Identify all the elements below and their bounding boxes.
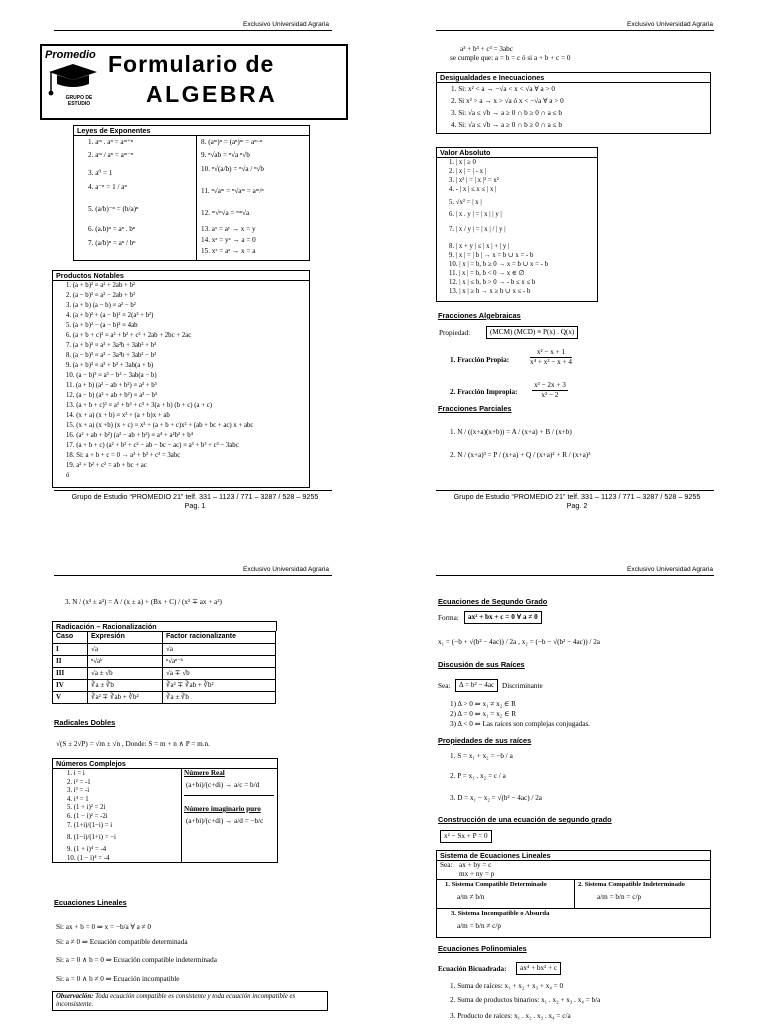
caso-cell: V <box>53 692 88 704</box>
polinomial-item: 3. Producto de raíces: x₁ . x₂ . x₃ . x₄ = c/a <box>450 1012 571 1020</box>
exponente-item: 11. ⁿ√aᵐ = ⁿ√aᵐ = aᵐ/ⁿ <box>201 187 264 195</box>
parcial-eq3: 3. N / (x³ ± a³) = A / (x ± a) + (Bx + C) / (x² ∓ ax + a²) <box>65 598 222 606</box>
exponente-item: 9. ⁿ√ab = ⁿ√a ⁿ√b <box>201 151 250 159</box>
exponente-item: 5. (a/b)⁻ⁿ = (b/a)ⁿ <box>88 205 139 213</box>
valor-item: 13. | x | ≥ b → x ≥ b ∪ x ≤ - b <box>449 288 531 295</box>
complejo-item: 6. (1 − i)² = -2i <box>67 813 108 820</box>
producto-item: 12. (a − b) (a² + ab + b²) ≡ a³ − b³ <box>66 392 157 399</box>
exponentes-right-list <box>201 138 264 258</box>
valor-item: 11. | x | = b, b < 0 → x ∈ ∅ <box>449 270 525 277</box>
exponente-item: 6. (a.b)ⁿ = aⁿ . bⁿ <box>88 225 136 233</box>
incompatible-title: 3. Sistema Incompatible o Absurda <box>451 910 550 917</box>
numero-real-title: Número Real <box>184 769 225 777</box>
propiedad-label: Propiedad: <box>439 329 471 337</box>
exponente-item: 3. a⁰ = 1 <box>88 169 113 177</box>
complejo-item: 3. i³ = -i <box>67 787 90 794</box>
fracciones-parciales-title: Fracciones Parciales <box>438 404 512 413</box>
logo-title-line2: ALGEBRA <box>146 81 278 107</box>
ecuaciones-lineales-title: Ecuaciones Lineales <box>54 898 127 907</box>
desigualdades-list <box>451 85 564 133</box>
producto-item: 16. (a² + ab + b²) (a² − ab + b²) ≡ a⁴ + a²b² + b⁴ <box>66 432 194 439</box>
producto-item: 9. (a + b)³ ≡ a³ + b³ + 3ab(a + b) <box>66 362 154 369</box>
valor-item: 2. | x | = | - x | <box>449 168 487 175</box>
exponente-item: 12. ᵐ√ⁿ√a = ᵐⁿ√a <box>201 209 250 217</box>
polinomiales-title: Ecuaciones Polinomiales <box>438 944 527 953</box>
logo-banner <box>40 44 348 120</box>
valor-item: 9. | x | = | b | → x = b ∪ x = - b <box>449 252 534 259</box>
page2-footer-rule <box>436 490 714 491</box>
construccion-title: Construcción de una ecuación de segundo grado <box>438 815 612 824</box>
forma-label: Forma: <box>438 614 459 622</box>
lineal-item: Si: ax + b = 0 ⇒ x = −b/a ∀ a ≠ 0 <box>56 923 151 931</box>
segundo-grado-title: Ecuaciones de Segundo Grado <box>438 597 548 606</box>
producto-item: 14. (x + a) (x + b) ≡ x² + (a + b)x + ab <box>66 412 170 419</box>
sistema-vdivider <box>574 880 575 908</box>
col-expresion: Expresión <box>88 632 163 644</box>
factor-cell: ∛a ± ∛b <box>163 692 276 704</box>
construccion-formula: x² − Sx + P = 0 <box>440 830 492 843</box>
table-row <box>53 656 276 668</box>
discriminante-formula: Δ = b² − 4ac <box>455 679 498 692</box>
caso-cell: I <box>53 644 88 656</box>
producto-item: 1. (a + b)² ≡ a² + 2ab + b² <box>66 282 136 289</box>
propiedad-formula: (MCM) (MCD) ≡ P(x) . Q(x) <box>486 326 578 339</box>
producto-item: 2. (a − b)² ≡ a² − 2ab + b² <box>66 292 136 299</box>
producto-item: 10. (a − b)³ ≡ a³ − b³ − 3ab(a − b) <box>66 372 157 379</box>
exponente-item: 7. (a/b)ⁿ = aⁿ / bⁿ <box>88 239 136 247</box>
discusion-title: Discusión de sus Raíces <box>438 660 525 669</box>
complejo-item: 7. (1+i)/(1−i) = i <box>67 822 113 829</box>
bicuadrada-label: Ecuación Bicuadrada: <box>438 965 507 973</box>
page1-footer-rule <box>54 490 332 491</box>
producto-item: ó <box>66 472 70 479</box>
fraccion-propia-num: x² − x + 1 <box>530 348 572 358</box>
propiedad-item: 3. D = x₁ − x₂ = √(b² − 4ac) / 2a <box>450 794 542 802</box>
producto-item: 18. Si: a + b + c = 0 → a³ + b³ + c³ = 3abc <box>66 452 181 459</box>
propiedades-title: Propiedades de sus raíces <box>438 736 532 745</box>
exponentes-divider <box>196 135 197 260</box>
logo-title-line1: Formulario de <box>108 51 275 77</box>
footer-group: Grupo de Estudio “PROMEDIO 21” telf. 331 – 1123 / 771 – 3287 / 528 – 9255 <box>71 492 319 501</box>
producto-item: 15. (x + a) (x +b) (x + c) ≡ x³ + (a + b + c)x² + (ab + bc + ac) x + abc <box>66 422 254 429</box>
table-header-row <box>53 632 276 644</box>
sistema-title: Sistema de Ecuaciones Lineales <box>437 851 710 861</box>
page4-header-rule <box>436 575 714 576</box>
fraccion-impropia-label: 2. Fracción Impropia: <box>450 388 518 396</box>
complejos-title: Números Complejos <box>53 759 277 769</box>
radicacion-title: Radicación – Racionalización <box>52 621 277 631</box>
sistema-eq1: ax + by = c <box>459 861 492 869</box>
table-row <box>53 680 276 692</box>
complejos-list <box>67 770 116 864</box>
factor-cell: √a ∓ √b <box>163 668 276 680</box>
propiedad-item: 1. S = x₁ + x₂ = −b / a <box>450 752 513 760</box>
col-caso: Caso <box>53 632 88 644</box>
fraccion-impropia-fraction <box>532 381 568 400</box>
factor-cell: ⁿ√aⁿ⁻ᵏ <box>163 656 276 668</box>
sistema-hdivider <box>437 908 710 909</box>
fracciones-algebraicas-title: Fracciones Algebraicas <box>438 311 521 320</box>
promedio-logo <box>45 49 103 115</box>
lineal-item: Si: a = 0 ∧ b = 0 ⇒ Ecuación compatible indeterminada <box>56 956 217 964</box>
logo-brand: Promedio <box>45 49 96 61</box>
exponente-item: 14. xᵃ = yᵃ → a = 0 <box>201 236 256 244</box>
sistema-sea: Sea: <box>440 861 453 869</box>
desigualdades-title: Desigualdades e Inecuaciones <box>437 73 710 83</box>
complejo-item: 1. i = i <box>67 770 85 777</box>
page1-header-rule <box>54 30 332 31</box>
sistema-eq2: mx + ny = p <box>459 870 495 878</box>
valor-item: 8. | x + y | ≤ | x | + | y | <box>449 243 510 250</box>
graduation-cap-icon <box>45 62 101 96</box>
valor-item: 1. | x | ≥ 0 <box>449 159 476 166</box>
producto-item: 11. (a + b) (a² − ab + b²) ≡ a³ + b³ <box>66 382 157 389</box>
discusion-item: 1) Δ > 0 ⇒ x₁ ≠ x₂ ∈ R <box>450 700 516 708</box>
sistema-box <box>436 850 711 938</box>
producto-item: 8. (a − b)³ ≡ a³ − 3a²b + 3ab² − b³ <box>66 352 157 359</box>
valor-item: 3. | x² | = | x |² = x² <box>449 177 499 184</box>
valor-item: 7. | x / y | = | x | / | y | <box>449 226 506 233</box>
desigualdad-item: 1. Si: x² < a → −√a < x < √a ∀ a > 0 <box>451 85 555 93</box>
polinomial-item: 1. Suma de raíces: x₁ + x₂ + x₃ + x₄ = 0 <box>450 982 564 990</box>
col-factor: Factor racionalizante <box>163 632 276 644</box>
complejo-item: 9. (1 + i)⁴ = -4 <box>67 846 107 853</box>
complejo-item: 4. i⁴ = 1 <box>67 795 89 803</box>
discusion-item: 2) Δ = 0 ⇒ x₁ = x₂ ∈ R <box>450 710 517 718</box>
identity-condition: se cumple que: a = b = c ó si a + b + c = 0 <box>450 54 571 62</box>
page4-header: Exclusivo Universidad Agraria <box>627 566 713 573</box>
valor-item: 12. | x | ≤ b, b > 0 → - b ≤ x ≤ b <box>449 279 536 286</box>
caso-cell: IV <box>53 680 88 692</box>
producto-item: 5. (a + b)² − (a − b)² ≡ 4ab <box>66 322 138 329</box>
numero-imaginario-cell <box>184 805 274 826</box>
exponente-item: 4. a⁻ⁿ = 1 / aⁿ <box>88 183 127 191</box>
expresion-cell: ∛a ± ∛b <box>88 680 163 692</box>
parcial-eq2: 2. N / (x+a)³ = P / (x+a) + Q / (x+a)² + R / (x+a)³ <box>450 451 591 459</box>
identity-text: a³ + b³ + c³ = 3abc <box>460 45 513 53</box>
lineal-item: Si: a = 0 ∧ b ≠ 0 ⇒ Ecuación incompatible <box>56 975 180 983</box>
valor-absoluto-list <box>449 159 548 297</box>
desigualdad-item: 4. Si: √a ≤ √b → a ≥ 0 ∩ b ≥ 0 ∩ a ≤ b <box>451 121 562 129</box>
fraccion-impropia-num: x³ − 2x + 3 <box>534 381 566 389</box>
caso-cell: III <box>53 668 88 680</box>
numero-imaginario-formula: (a+bi)/(c+di) → a/d = −b/c <box>186 817 264 825</box>
radicacion-table <box>52 631 276 704</box>
page2-header: Exclusivo Universidad Agraria <box>627 21 713 28</box>
logo-group: GRUPO DE ESTUDIO <box>65 95 93 107</box>
numero-imaginario-title: Número imaginario puro <box>184 805 261 813</box>
radicacion-section <box>52 621 277 704</box>
fraccion-impropia-den: x² − 2 <box>541 391 559 399</box>
producto-item: 4. (a + b)² + (a − b)² ≡ 2(a² + b²) <box>66 312 154 319</box>
fraccion-propia-label: 1. Fracción Propia: <box>450 356 510 364</box>
parcial-eq1: 1. N / ((x+a)(x+b)) = A / (x+a) + B / (x+b) <box>450 428 572 436</box>
complejos-box <box>52 758 278 863</box>
valor-item: 10. | x | = b, b ≥ 0 → x = b ∪ x = - b <box>449 261 548 268</box>
exponente-item: 2. aᵐ / aⁿ = aᵐ⁻ⁿ <box>88 151 134 159</box>
page2-footer <box>432 492 722 510</box>
page3-header-rule <box>54 575 332 576</box>
table-row <box>53 668 276 680</box>
productos-box <box>52 270 310 488</box>
discusion-item: 3) Δ < 0 ⇒ Las raíces son complejas conjugadas. <box>450 720 591 728</box>
forma-formula: ax² + bx + c = 0 ∀ a ≠ 0 <box>464 611 542 624</box>
producto-item: 6. (a + b + c)² ≡ a² + b² + c² + 2ab + 2bc + 2ac <box>66 332 192 339</box>
complejo-item: 10. (1 − i)⁴ = -4 <box>67 855 110 862</box>
compatible-determinado-title: 1. Sistema Compatible Determinado <box>445 881 547 888</box>
exponente-item: 10. ⁿ√(a/b) = ⁿ√a / ⁿ√b <box>201 165 264 173</box>
discriminante-label: Discriminante <box>502 682 543 690</box>
productos-list <box>66 282 253 482</box>
radicales-dobles-formula: √(S ± 2√P) = √m ± √n , Donde: S = m + n ∧ P = m.n. <box>56 740 210 748</box>
valor-absoluto-box <box>436 147 598 302</box>
discriminante-sea: Sea: <box>438 682 451 690</box>
desigualdad-item: 3. Si: √a ≤ √b → a ≥ 0 ∩ b ≥ 0 ∩ a ≤ b <box>451 109 562 117</box>
radicales-dobles-title: Radicales Dobles <box>54 718 116 727</box>
page1-header: Exclusivo Universidad Agraria <box>243 21 329 28</box>
bicuadrada-formula: ax⁴ + bx² + c <box>516 962 561 975</box>
desigualdad-item: 2. Si x² > a → x > √a ó x < −√a ∀ a > 0 <box>451 97 564 105</box>
expresion-cell: √a <box>88 644 163 656</box>
producto-item: 13. (a + b + c)³ ≡ a³ + b³ + c³ + 3(a + b) (b + c) (a + c) <box>66 402 213 409</box>
propiedad-item: 2. P = x₁ . x₂ = c / a <box>450 772 506 780</box>
fraccion-propia-fraction <box>530 348 572 367</box>
exponentes-box <box>73 125 310 261</box>
page3-header: Exclusivo Universidad Agraria <box>243 566 329 573</box>
complejo-item: 2. i² = -1 <box>67 778 91 786</box>
factor-cell: ∛a² ∓ ∛ab + ∛b² <box>163 680 276 692</box>
compatible-indeterminado-formula: a/m = b/n = c/p <box>597 893 642 901</box>
valor-item: 4. - | x | ≤ x ≤ | x | <box>449 186 497 193</box>
producto-item: 7. (a + b)³ ≡ a³ + 3a²b + 3ab² + b³ <box>66 342 157 349</box>
exponente-item: 1. aᵐ . aⁿ = aᵐ⁺ⁿ <box>88 138 134 146</box>
producto-item: 17. (a + b + c) (a² + b² + c² − ab − bc − ac) ≡ a³ + b³ + c³ − 3abc <box>66 442 239 449</box>
caso-cell: II <box>53 656 88 668</box>
table-row <box>53 692 276 704</box>
compatible-indeterminado-title: 2. Sistema Compatible Indeterminado <box>578 881 685 888</box>
page2-header-rule <box>436 30 714 31</box>
polinomial-item: 2. Suma de productos binarios: x₁ . x₂ + x₃ . x₄ = b/a <box>450 996 601 1004</box>
lineal-item: Si: a ≠ 0 ⇒ Ecuación compatible determinada <box>56 938 188 946</box>
exponentes-title: Leyes de Exponentes <box>74 126 309 136</box>
numero-real-cell <box>184 769 274 796</box>
desigualdades-box <box>436 72 711 134</box>
observacion-label: Observación: <box>56 993 94 1000</box>
productos-title: Productos Notables <box>53 271 309 281</box>
compatible-determinado-formula: a/m ≠ b/n <box>457 893 485 901</box>
page-number: Pag. 2 <box>566 501 588 510</box>
observacion-box <box>52 991 328 1011</box>
complejo-item: 8. (1−i)/(1+i) = −i <box>67 834 116 841</box>
exponentes-left-list <box>88 138 138 255</box>
numero-real-formula: (a+bi)/(c+di) → a/c = b/d <box>186 781 260 789</box>
producto-item: 19. a² + b² + c² = ab + bc + ac <box>66 462 147 469</box>
complejo-item: 5. (1 + i)² = 2i <box>67 804 106 811</box>
producto-item: 3. (a + b) (a − b) ≡ a² − b² <box>66 302 136 309</box>
footer-group: Grupo de Estudio “PROMEDIO 21” telf. 331 – 1123 / 771 – 3287 / 528 – 9255 <box>453 492 701 501</box>
valor-absoluto-title: Valor Absoluto <box>437 148 597 158</box>
page1-footer <box>50 492 340 510</box>
raices-formula: x₁ = (−b + √(b² − 4ac)) / 2a , x₂ = (−b − √(b² − 4ac)) / 2a <box>438 638 600 646</box>
table-row <box>53 644 276 656</box>
expresion-cell: ∛a² ∓ ∛ab + ∛b² <box>88 692 163 704</box>
valor-item: 5. √x² = | x | <box>449 199 482 206</box>
page-number: Pag. 1 <box>184 501 206 510</box>
exponente-item: 13. aˣ = aʸ → x = y <box>201 225 256 233</box>
valor-item: 6. | x . y | = | x | | y | <box>449 211 502 218</box>
observacion-text: Toda ecuación compatible es consistente y toda ecuación incompatible es inconsistente. <box>56 993 296 1009</box>
exponente-item: 15. xˣ = aᵃ → x = a <box>201 247 256 255</box>
expresion-cell: ⁿ√aᵏ <box>88 656 163 668</box>
expresion-cell: √a ± √b <box>88 668 163 680</box>
complejos-divider <box>181 768 182 862</box>
fraccion-propia-den: x⁴ + x² − x + 4 <box>530 358 572 366</box>
sistema-grid <box>437 879 710 938</box>
incompatible-formula: a/m = b/n ≠ c/p <box>457 922 501 930</box>
exponente-item: 8. (aᵐ)ⁿ = (aⁿ)ᵐ = aᵐ·ⁿ <box>201 138 263 146</box>
factor-cell: √a <box>163 644 276 656</box>
